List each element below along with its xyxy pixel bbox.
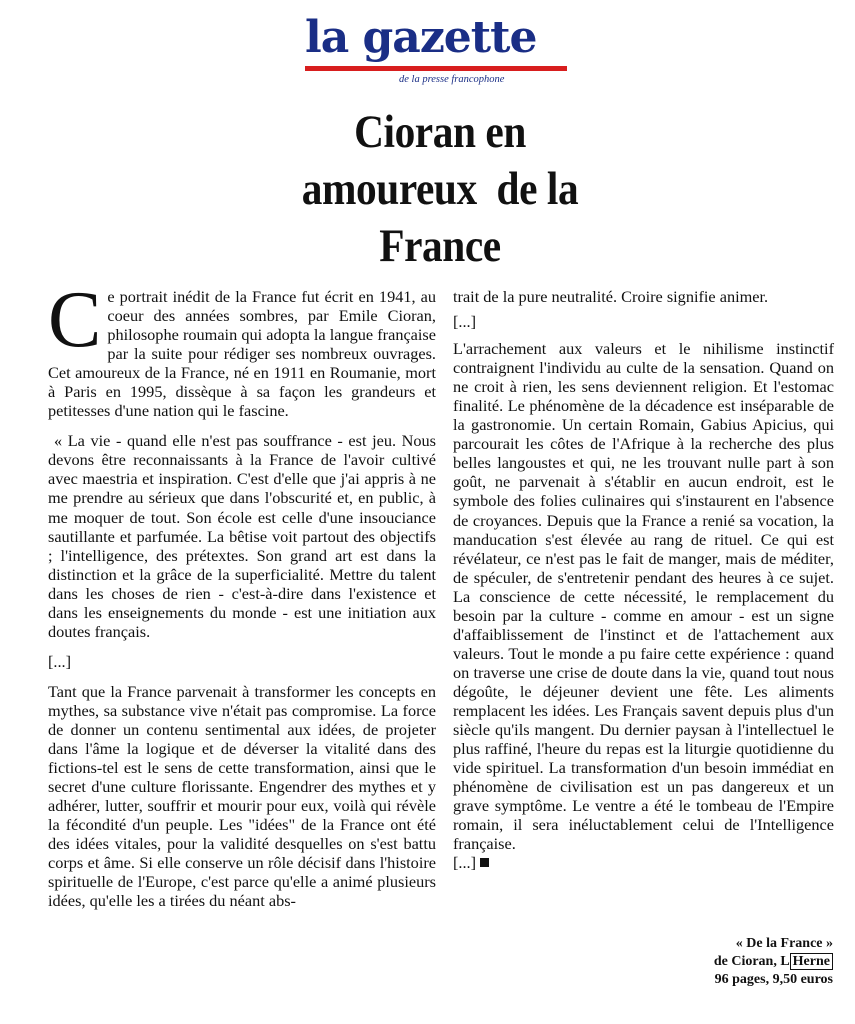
book-details: 96 pages, 9,50 euros <box>714 972 833 987</box>
body-paragraph-2: Tant que la France parvenait à transformer les concepts en mythes, sa substance vive n'était pas compromise. La force de donner un contenu sentimental aux idées, de projeter dans l'âme la logique et de déverser la vitalité dans des fictions-tel est le sens de cette transformation, ainsi que le secret d'une culture florissante. Engendrer des mythes et y adhérer, lutter, souffrir et mourir pour eux, voilà qui révèle la fécondité d'un peuple. Les "idées" de la France ont été des idées vitales, pour la validité desquelles on s'est battu corps et âme. Si elle conserve un rôle décisif dans l'histoire spirituelle de l'Europe, c'est parce qu'elle a animé plusieurs idées, qu'elle les a tirées du néant abs- <box>48 681 436 911</box>
book-publisher: Herne <box>790 953 833 970</box>
ellipsis-end: [...] <box>453 853 477 873</box>
intro-text: e portrait inédit de la France fut écrit en 1941, au coeur des années sombres, par Emile Cioran, philosophe roumain qui adopta la langue française par la suite pour rédiger ses nombreux ouvrages. Cet amoureux de la France, né en 1911 en Roumanie, mort à Paris en 1995, dissèque à sa façon les grandeurs et petitesses d'une nation qui le fascine. <box>48 287 436 421</box>
end-square-icon <box>480 858 489 867</box>
body-paragraph-2-continued: trait de la pure neutralité. Croire signifie animer. <box>453 287 769 306</box>
intro-paragraph <box>48 276 436 421</box>
end-of-article <box>453 853 834 872</box>
headline-line-1: Cioran en <box>354 106 526 158</box>
book-title: « De la France » <box>735 936 833 951</box>
article-column-left <box>48 276 436 911</box>
masthead-subtitle: de la presse francophone <box>399 74 505 85</box>
masthead <box>305 12 570 88</box>
article-column-right <box>453 287 834 872</box>
book-credit <box>714 935 833 989</box>
body-paragraph-3: L'arrachement aux valeurs et le nihilisme instinctif contraignent l'individu au culte de la sensation. Quand on ne croit à rien, les sens deviennent religion. Et l'estomac finalité. Le phénomène de la décadence est inséparable de la gastronomie. Un certain Romain, Gabius Apicius, qui parcourait les côtes de l'Afrique à la recherche des plus belles langoustes et qui, ne les trouvant nulle part à son goût, ne parvenait à s'établir en aucun endroit, est le symbole des folies culinaires qui s'instaurent en l'absence de croyances. Depuis que la France a renié sa vocation, la manducation s'est élevée au rang de rituel. Ce qui est révélateur, ce n'est pas le fait de manger, mais de méditer, de spéculer, de s'entretenir pendant des heures à ce sujet. La conscience de cette nécessité, le remplacement du besoin par la culture - comme en amour - est un signe d'affaiblissement de l'instinct et de l'attachement aux valeurs. Tout le monde a pu faire cette expérience : quand on traverse une crise de doute dans la vie, quand tout nous dégoûte, le déjeuner devient une fête. Les aliments remplacent les idées. Les Français savent depuis plus d'un siècle qu'ils mangent. Du dernier paysan à l'intellectuel le plus raffiné, l'heure du repas est la liturgie quotidienne du vide spirituel. La transformation d'un besoin immédiat en phénomène de civilisation est un pas dangereux et un grave symptôme. Le ventre a été le tombeau de l'Empire romain, il sera inéluctablement celui de l'Intelligence française. <box>453 339 834 854</box>
headline <box>211 104 669 275</box>
ellipsis-marker-2: [...] <box>453 312 477 332</box>
book-author: de Cioran, L <box>713 954 790 969</box>
ellipsis-marker: [...] <box>48 651 72 671</box>
quote-paragraph: « La vie - quand elle n'est pas souffrance - est jeu. Nous devons être reconnaissants à la France de l'avoir cultivé avec maestria et inspiration. C'est d'elle que j'ai appris à ne me prendre au sérieux que dans l'obscurité et, en public, à me moquer de tout. Son école est celle d'une insouciance sautillante et parfumée. La bêtise voit partout des objectifs ; l'intelligence, des prétextes. Son grand art est dans la distinction et la grâce de la superficialité. Mettre du talent dans les choses de rien - c'est-à-dire dans l'existence et dans les enseignements du monde - est une initiation aux doutes français. <box>48 431 436 641</box>
book-author-line <box>714 953 833 971</box>
masthead-title: la gazette <box>305 12 537 63</box>
masthead-red-bar <box>305 66 567 71</box>
headline-line-3: France <box>379 220 501 272</box>
drop-cap: C <box>48 276 102 364</box>
headline-line-2: amoureux de la <box>301 163 579 215</box>
